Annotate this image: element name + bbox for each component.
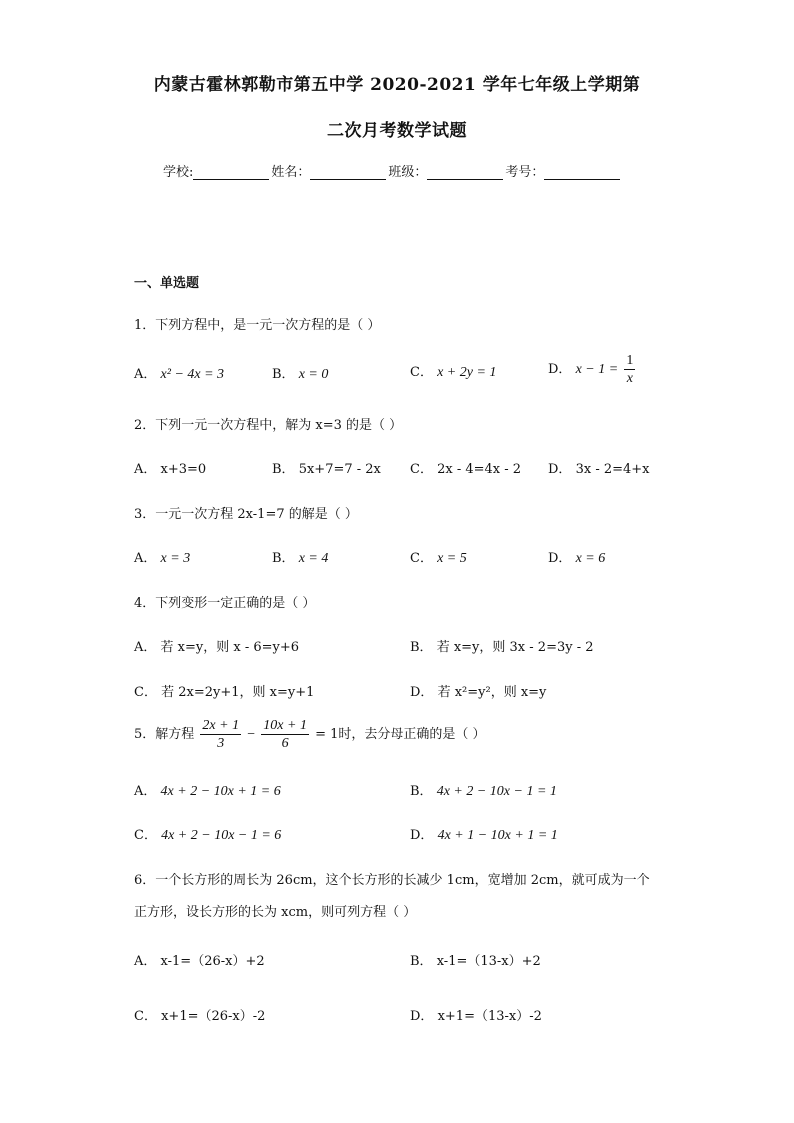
question-2-option-c: [410, 458, 521, 477]
option-label: D．: [410, 828, 434, 843]
option-text: x = 0: [298, 367, 329, 382]
question-1-option-a: [134, 363, 224, 383]
fraction-denominator: 6: [281, 736, 289, 751]
fraction-denominator: x: [626, 371, 633, 386]
question-6-stem-line-2: 正方形，设长方形的长为 xcm，则可列方程（ ）: [134, 905, 417, 920]
stem-text: 5．解方程: [134, 727, 195, 742]
option-label: A．: [134, 640, 157, 655]
question-2-stem: 2．下列一元一次方程中，解为 x=3 的是（ ）: [134, 418, 403, 433]
option-text: 2x - 4=4x - 2: [437, 462, 522, 477]
question-5-option-b: [410, 780, 557, 800]
option-text: x = 6: [575, 551, 606, 566]
fraction-denominator: 3: [217, 736, 225, 751]
option-label: C．: [410, 365, 433, 380]
question-2-option-d: [548, 458, 650, 477]
student-info-row: [163, 161, 622, 180]
option-label: B．: [272, 367, 295, 382]
option-text: x = 5: [437, 551, 467, 566]
option-text: 4x + 1 − 10x + 1 = 1: [437, 828, 558, 843]
option-label: B．: [410, 954, 433, 969]
option-text: 若 x=y，则 3x - 2=3y - 2: [436, 640, 594, 655]
option-label: C．: [134, 828, 157, 843]
fraction-numerator: 1: [626, 353, 634, 368]
question-3-option-a: [134, 547, 190, 567]
question-5-option-c: [134, 824, 281, 844]
page-title: 内蒙古霍林郭勒市第五中学 2020-2021 学年七年级上学期第: [153, 75, 641, 95]
exam-number-label: 考号：: [505, 165, 545, 180]
fraction-numerator: 2x + 1: [202, 718, 240, 733]
option-text: x + 2y = 1: [437, 365, 497, 380]
name-label: 姓名：: [271, 165, 311, 180]
option-label: D．: [548, 551, 572, 566]
name-blank[interactable]: [310, 166, 386, 180]
option-label: B．: [410, 640, 433, 655]
question-1-option-d: [548, 352, 637, 387]
option-label: C．: [134, 685, 157, 700]
option-label: A．: [134, 551, 157, 566]
option-label: D．: [548, 362, 572, 377]
option-text: x² − 4x = 3: [160, 367, 225, 382]
option-text: 若 x=y，则 x - 6=y+6: [160, 640, 300, 655]
question-6-option-d: [410, 1005, 542, 1024]
option-label: D．: [410, 1009, 434, 1024]
option-text: x = 3: [160, 551, 191, 566]
option-text: 4x + 2 − 10x − 1 = 1: [436, 784, 557, 799]
option-label: C．: [134, 1009, 157, 1024]
page-subtitle: 二次月考数学试题: [327, 121, 467, 141]
option-text: x-1=（26-x）+2: [160, 954, 265, 969]
option-label: A．: [134, 954, 157, 969]
question-4-option-a: [134, 636, 299, 655]
fraction-1: [200, 717, 241, 752]
question-6-option-b: [410, 950, 541, 969]
question-3-option-d: [548, 547, 605, 567]
question-3-option-c: [410, 547, 467, 567]
question-1-option-c: [410, 361, 496, 381]
fraction: [624, 352, 635, 387]
option-text: x = 4: [298, 551, 329, 566]
option-text: 4x + 2 − 10x + 1 = 6: [160, 784, 281, 799]
question-3-stem: 3．一元一次方程 2x-1=7 的解是（ ）: [134, 507, 358, 522]
question-2-option-a: [134, 458, 206, 477]
option-text: x+1=（26-x）-2: [161, 1009, 266, 1024]
question-4-option-d: [410, 681, 546, 700]
section-heading: 一、单选题: [134, 276, 200, 291]
question-6-stem-line-1: 6．一个长方形的周长为 26cm，这个长方形的长减少 1cm，宽增加 2cm，就可成为一个: [134, 873, 650, 888]
class-blank[interactable]: [427, 166, 503, 180]
question-6-option-a: [134, 950, 265, 969]
option-text: x-1=（13-x）+2: [436, 954, 541, 969]
option-text: x+3=0: [160, 462, 207, 477]
option-label: A．: [134, 462, 157, 477]
option-label: C．: [410, 551, 433, 566]
fraction-2: [261, 717, 309, 752]
option-label: A．: [134, 784, 157, 799]
question-5-option-d: [410, 824, 558, 844]
exam-number-blank[interactable]: [544, 166, 620, 180]
option-label: B．: [410, 784, 433, 799]
option-label: D．: [548, 462, 572, 477]
option-text: 若 x²=y²，则 x=y: [437, 685, 547, 700]
question-1-option-b: [272, 363, 328, 383]
question-4-option-c: [134, 681, 314, 700]
option-text: x+1=（13-x）-2: [437, 1009, 542, 1024]
option-text: 5x+7=7 - 2x: [298, 462, 381, 477]
question-4-stem: 4．下列变形一定正确的是（ ）: [134, 596, 316, 611]
question-5-stem: [134, 717, 486, 752]
class-label: 班级：: [388, 165, 428, 180]
question-2-option-b: [272, 458, 381, 477]
question-3-option-b: [272, 547, 328, 567]
option-label: A．: [134, 367, 157, 382]
minus-sign: −: [247, 727, 256, 742]
school-label: 学校:: [163, 165, 194, 180]
fraction-numerator: 10x + 1: [263, 718, 307, 733]
question-6-option-c: [134, 1005, 265, 1024]
option-text: 3x - 2=4+x: [575, 462, 650, 477]
option-label: B．: [272, 462, 295, 477]
option-label: C．: [410, 462, 433, 477]
school-blank[interactable]: [193, 166, 269, 180]
option-label: B．: [272, 551, 295, 566]
question-5-option-a: [134, 780, 281, 800]
option-text: x − 1 =: [575, 362, 619, 377]
stem-text: = 1时，去分母正确的是（ ）: [315, 727, 486, 742]
question-4-option-b: [410, 636, 594, 655]
option-label: D．: [410, 685, 434, 700]
option-text: 4x + 2 − 10x − 1 = 6: [161, 828, 282, 843]
question-1-stem: 1．下列方程中，是一元一次方程的是（ ）: [134, 318, 381, 333]
option-text: 若 2x=2y+1，则 x=y+1: [161, 685, 315, 700]
